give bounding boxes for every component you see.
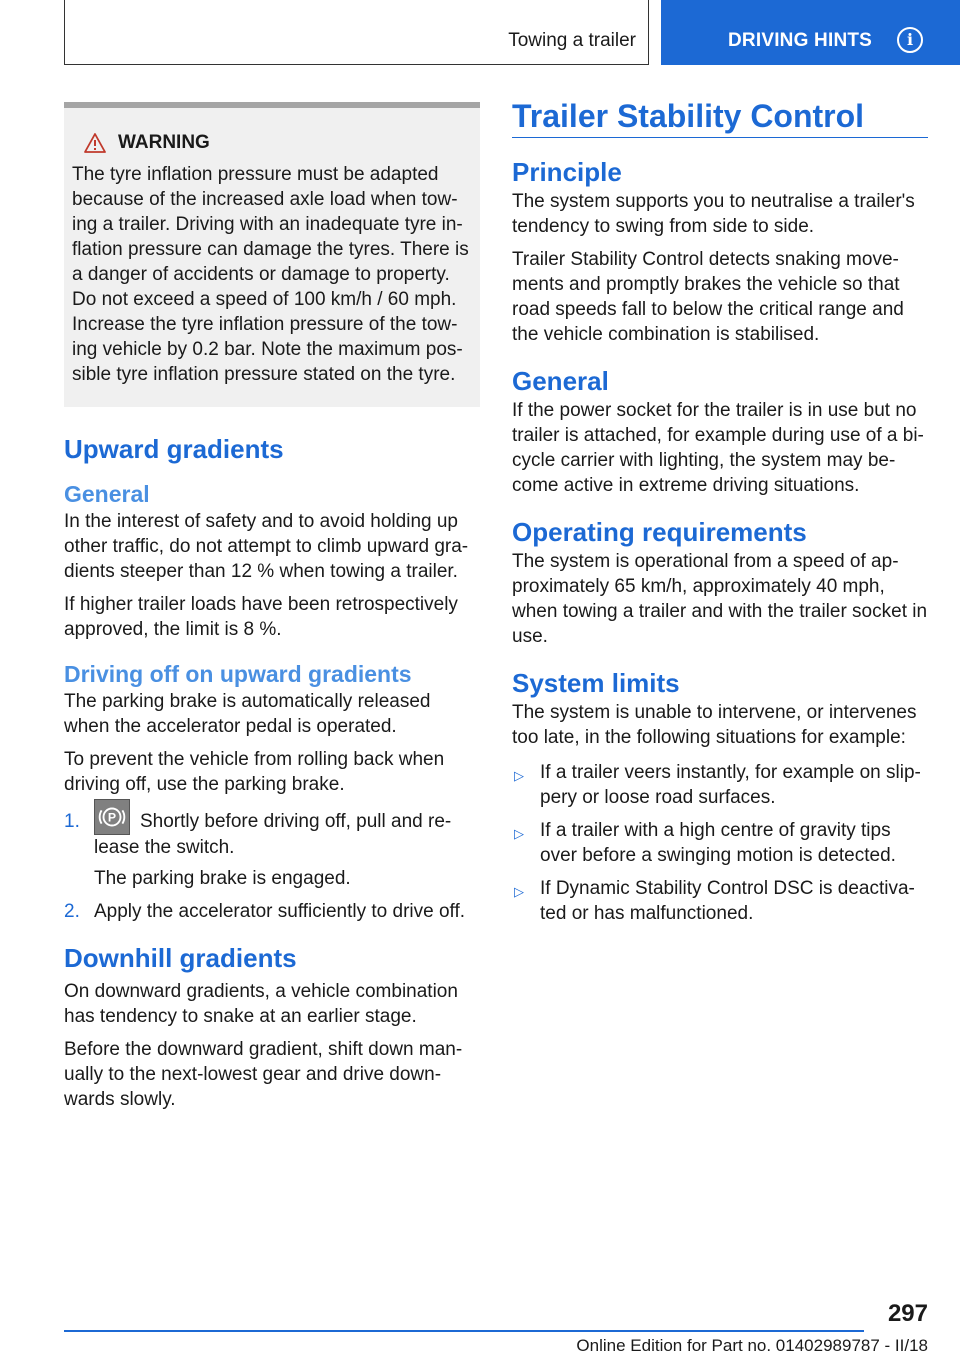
footer-divider <box>64 1330 864 1332</box>
limits-list-item <box>512 818 928 868</box>
footer-edition: Online Edition for Part no. 01402989787 - II/18 <box>576 1336 928 1355</box>
downhill-paragraph-2: Before the downward gradient, shift down man‐ually to the next-lowest gear and drive down‐wards slowly. <box>64 1039 463 1110</box>
page-header <box>0 0 960 66</box>
trailer-stability-title: Trailer Stability Control <box>512 104 928 138</box>
warning-line: a danger of accidents or damage to property. <box>72 264 450 285</box>
left-body <box>64 434 480 1112</box>
system-limits-heading: System limits <box>512 668 680 698</box>
principle-heading: Principle <box>512 157 622 187</box>
chapter-tab[interactable] <box>661 0 960 65</box>
limits-item-text: If a trailer veers instantly, for example on slip‐pery or loose road surfaces. <box>540 762 921 808</box>
operating-paragraph: The system is operational from a speed of ap‐proximately 65 km/h, approximately 40 mph, when towing a trailer and with the trailer socket in use. <box>512 551 928 647</box>
triangle-bullet-icon: ▷ <box>514 826 524 841</box>
general-subheading: General <box>64 481 150 507</box>
operating-requirements-heading: Operating requirements <box>512 517 807 547</box>
limits-list-item <box>512 876 928 926</box>
step-item <box>64 899 480 924</box>
upward-gradients-heading: Upward gradients <box>64 434 284 464</box>
general-paragraph-2: If higher trailer loads have been retrospectively approved, the limit is 8 %. <box>64 594 458 640</box>
warning-line: flation pressure can damage the tyres. There is <box>72 239 469 260</box>
triangle-bullet-icon: ▷ <box>514 768 524 783</box>
right-column <box>512 98 928 934</box>
system-limits-paragraph: The system is unable to intervene, or intervenes too late, in the following situations for example: <box>512 702 917 748</box>
chapter-tab-label: DRIVING HINTS <box>728 30 873 51</box>
driving-off-subheading: Driving off on upward gradients <box>64 661 412 687</box>
principle-paragraph-2: Trailer Stability Control detects snaking move‐ments and promptly brakes the vehicle so that road speeds fall to below the critical range and the vehicle combination is stabilised. <box>512 249 904 345</box>
warning-header <box>84 132 472 154</box>
principle-paragraph-1: The system supports you to neutralise a trailer's tendency to swing from side to side. <box>512 191 915 237</box>
driving-off-paragraph-1: The parking brake is automatically released when the accelerator pedal is operated. <box>64 691 431 737</box>
warning-text <box>72 162 472 387</box>
general-paragraph-1: In the interest of safety and to avoid holding up other traffic, do not attempt to climb upward gra‐dients steeper than 12 % when towing a trailer. <box>64 511 469 582</box>
warning-line: Do not exceed a speed of 100 km/h / 60 mph. <box>72 289 457 310</box>
warning-box <box>64 102 480 407</box>
step-result: The parking brake is engaged. <box>94 868 351 889</box>
triangle-bullet-icon: ▷ <box>514 884 524 899</box>
step-number: 1. <box>64 811 80 832</box>
step-number: 2. <box>64 901 80 922</box>
page-number: 297 <box>887 1300 928 1327</box>
header-section-title: Towing a trailer <box>508 30 636 51</box>
warning-line: because of the increased axle load when tow‐ <box>72 189 458 210</box>
general-heading: General <box>512 366 609 396</box>
warning-line: ing a trailer. Driving with an inadequate tyre in‐ <box>72 214 463 235</box>
warning-line: Increase the tyre inflation pressure of the tow‐ <box>72 314 458 335</box>
left-column <box>64 102 480 1120</box>
downhill-gradients-heading: Downhill gradients <box>64 943 297 973</box>
parking-brake-icon <box>94 799 130 835</box>
step-item <box>64 809 480 891</box>
svg-text:P: P <box>107 810 117 825</box>
limits-item-text: If a trailer with a high centre of gravity tips over before a swinging motion is detected. <box>540 820 896 866</box>
limits-list <box>512 760 928 926</box>
info-icon[interactable]: i <box>897 27 923 53</box>
warning-line: The tyre inflation pressure must be adapted <box>72 164 439 185</box>
step-list <box>64 809 480 924</box>
step-text: Apply the accelerator sufficiently to drive off. <box>94 901 466 922</box>
downhill-paragraph-1: On downward gradients, a vehicle combination has tendency to snake at an earlier stage. <box>64 981 458 1027</box>
warning-triangle-icon <box>84 133 106 153</box>
limits-list-item <box>512 760 928 810</box>
general-paragraph: If the power socket for the trailer is in use but no trailer is attached, for example during use of a bi‐cycle carrier with lighting, the system may be‐come active in extreme driving situations. <box>512 400 924 496</box>
limits-item-text: If Dynamic Stability Control DSC is deactiva‐ted or has malfunctioned. <box>540 878 915 924</box>
warning-line: ing vehicle by 0.2 bar. Note the maximum pos‐ <box>72 339 463 360</box>
warning-line: sible tyre inflation pressure stated on the tyre. <box>72 364 456 385</box>
step-text: Shortly before driving off, pull and re‐lease the switch. <box>94 811 452 858</box>
driving-off-paragraph-2: To prevent the vehicle from rolling back when driving off, use the parking brake. <box>64 749 445 795</box>
warning-title: WARNING <box>118 132 210 153</box>
